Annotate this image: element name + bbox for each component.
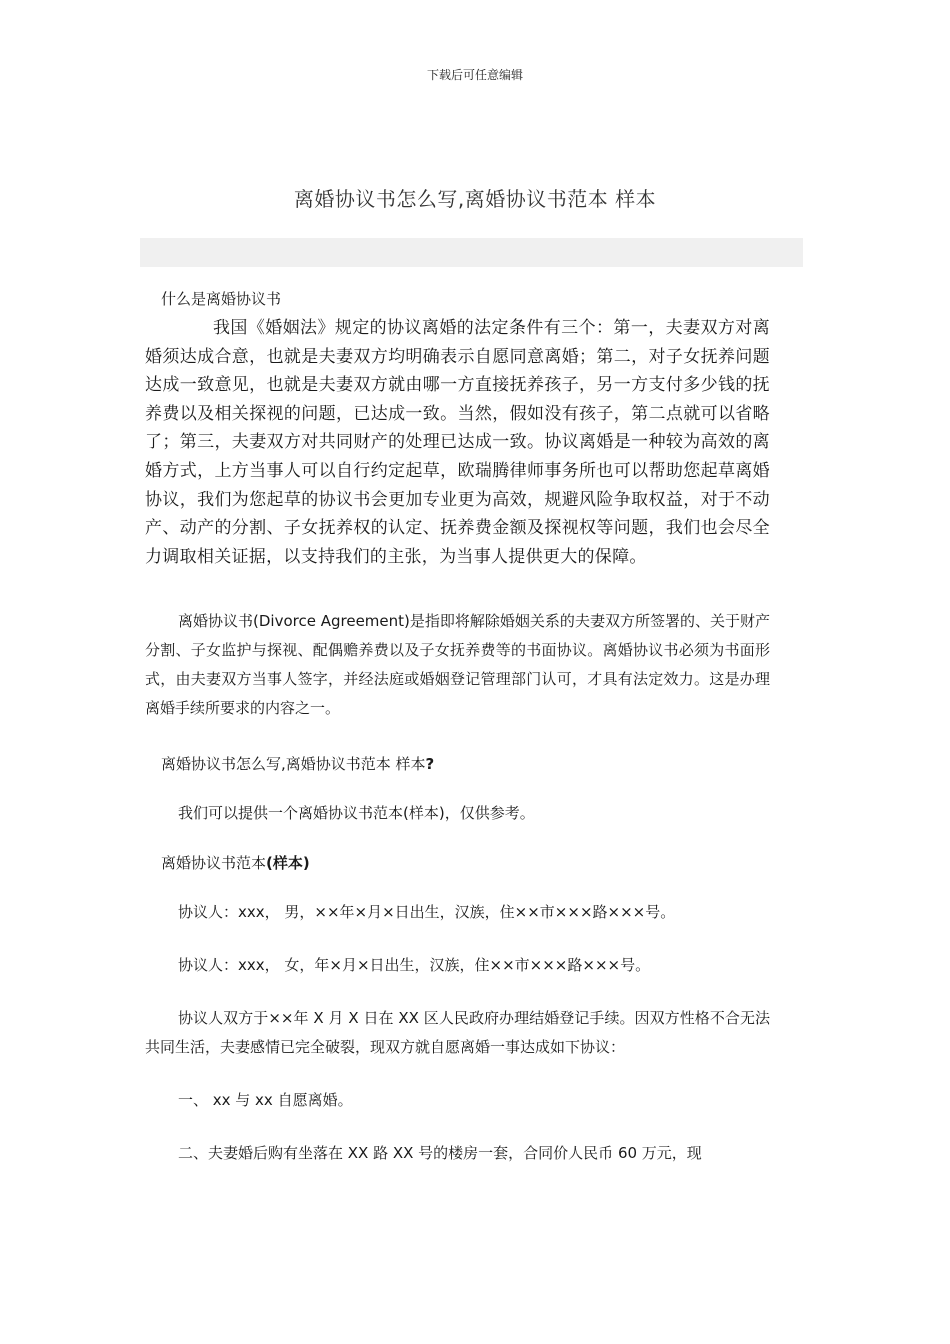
heading-text: 离婚协议书范本 bbox=[161, 854, 267, 873]
agreement-item-1: 一、 xx 与 xx 自愿离婚。 bbox=[178, 1091, 353, 1110]
section-heading-how-to-write bbox=[161, 753, 770, 775]
heading-text: 离婚协议书怎么写,离婚协议书范本 样本 bbox=[161, 755, 426, 774]
document-body bbox=[145, 288, 770, 1168]
document-title: 离婚协议书怎么写,离婚协议书范本 样本 bbox=[293, 187, 657, 211]
gray-divider-bar bbox=[140, 238, 803, 267]
agreement-item-2: 二、夫妻婚后购有坐落在 XX 路 XX 号的楼房一套，合同价人民币 60 万元，现 bbox=[178, 1144, 702, 1163]
agreement-intro-paragraph: 协议人双方于××年 X 月 X 日在 XX 区人民政府办理结婚登记手续。因双方性格不合无法共同生活，夫妻感情已完全破裂，现双方就自愿离婚一事达成如下协议： bbox=[145, 1009, 770, 1057]
heading-question-mark: ? bbox=[425, 755, 435, 774]
section-heading-what-is: 什么是离婚协议书 bbox=[161, 290, 282, 308]
definition-paragraph: 离婚协议书(Divorce Agreement)是指即将解除婚姻关系的夫妻双方所签署的、关于财产分割、子女监护与探视、配偶赡养费以及子女抚养费等的书面协议。离婚协议书必须为书面形式，由夫妻双方当事人签字，并经法庭或婚姻登记管理部门认可，才具有法定效力。这是办理离婚手续所要求的内容之一。 bbox=[145, 612, 770, 718]
heading-sample-tag: (样本) bbox=[266, 854, 310, 873]
section-paragraph-legal-conditions: 我国《婚姻法》规定的协议离婚的法定条件有三个：第一，夫妻双方对离婚须达成合意，也就是夫妻双方均明确表示自愿同意离婚；第二，对子女抚养问题达成一致意见，也就是夫妻双方就由哪一方直接抚养孩子，另一方支付多少钱的抚养费以及相关探视的问题，已达成一致。当然，假如没有孩子，第二点就可以省略了；第三，夫妻双方对共同财产的处理已达成一致。协议离婚是一种较为高效的离婚方式，上方当事人可以自行约定起草，欧瑞腾律师事务所也可以帮助您起草离婚协议，我们为您起草的协议书会更加专业更为高效，规避风险争取权益，对于不动产、动产的分割、子女抚养权的认定、抚养费金额及探视权等问题，我们也会尽全力调取相关证据，以支持我们的主张，为当事人提供更大的保障。 bbox=[145, 318, 770, 567]
party-two-line: 协议人：xxx， 女，年×月×日出生，汉族，住××市×××路×××号。 bbox=[178, 956, 651, 975]
sample-offer-paragraph: 我们可以提供一个离婚协议书范本(样本)，仅供参考。 bbox=[178, 804, 535, 823]
party-one-line: 协议人：xxx， 男，××年×月×日出生，汉族，住××市×××路×××号。 bbox=[178, 903, 676, 922]
section-heading-sample bbox=[161, 852, 770, 874]
header-note: 下载后可任意编辑 bbox=[426, 68, 523, 82]
